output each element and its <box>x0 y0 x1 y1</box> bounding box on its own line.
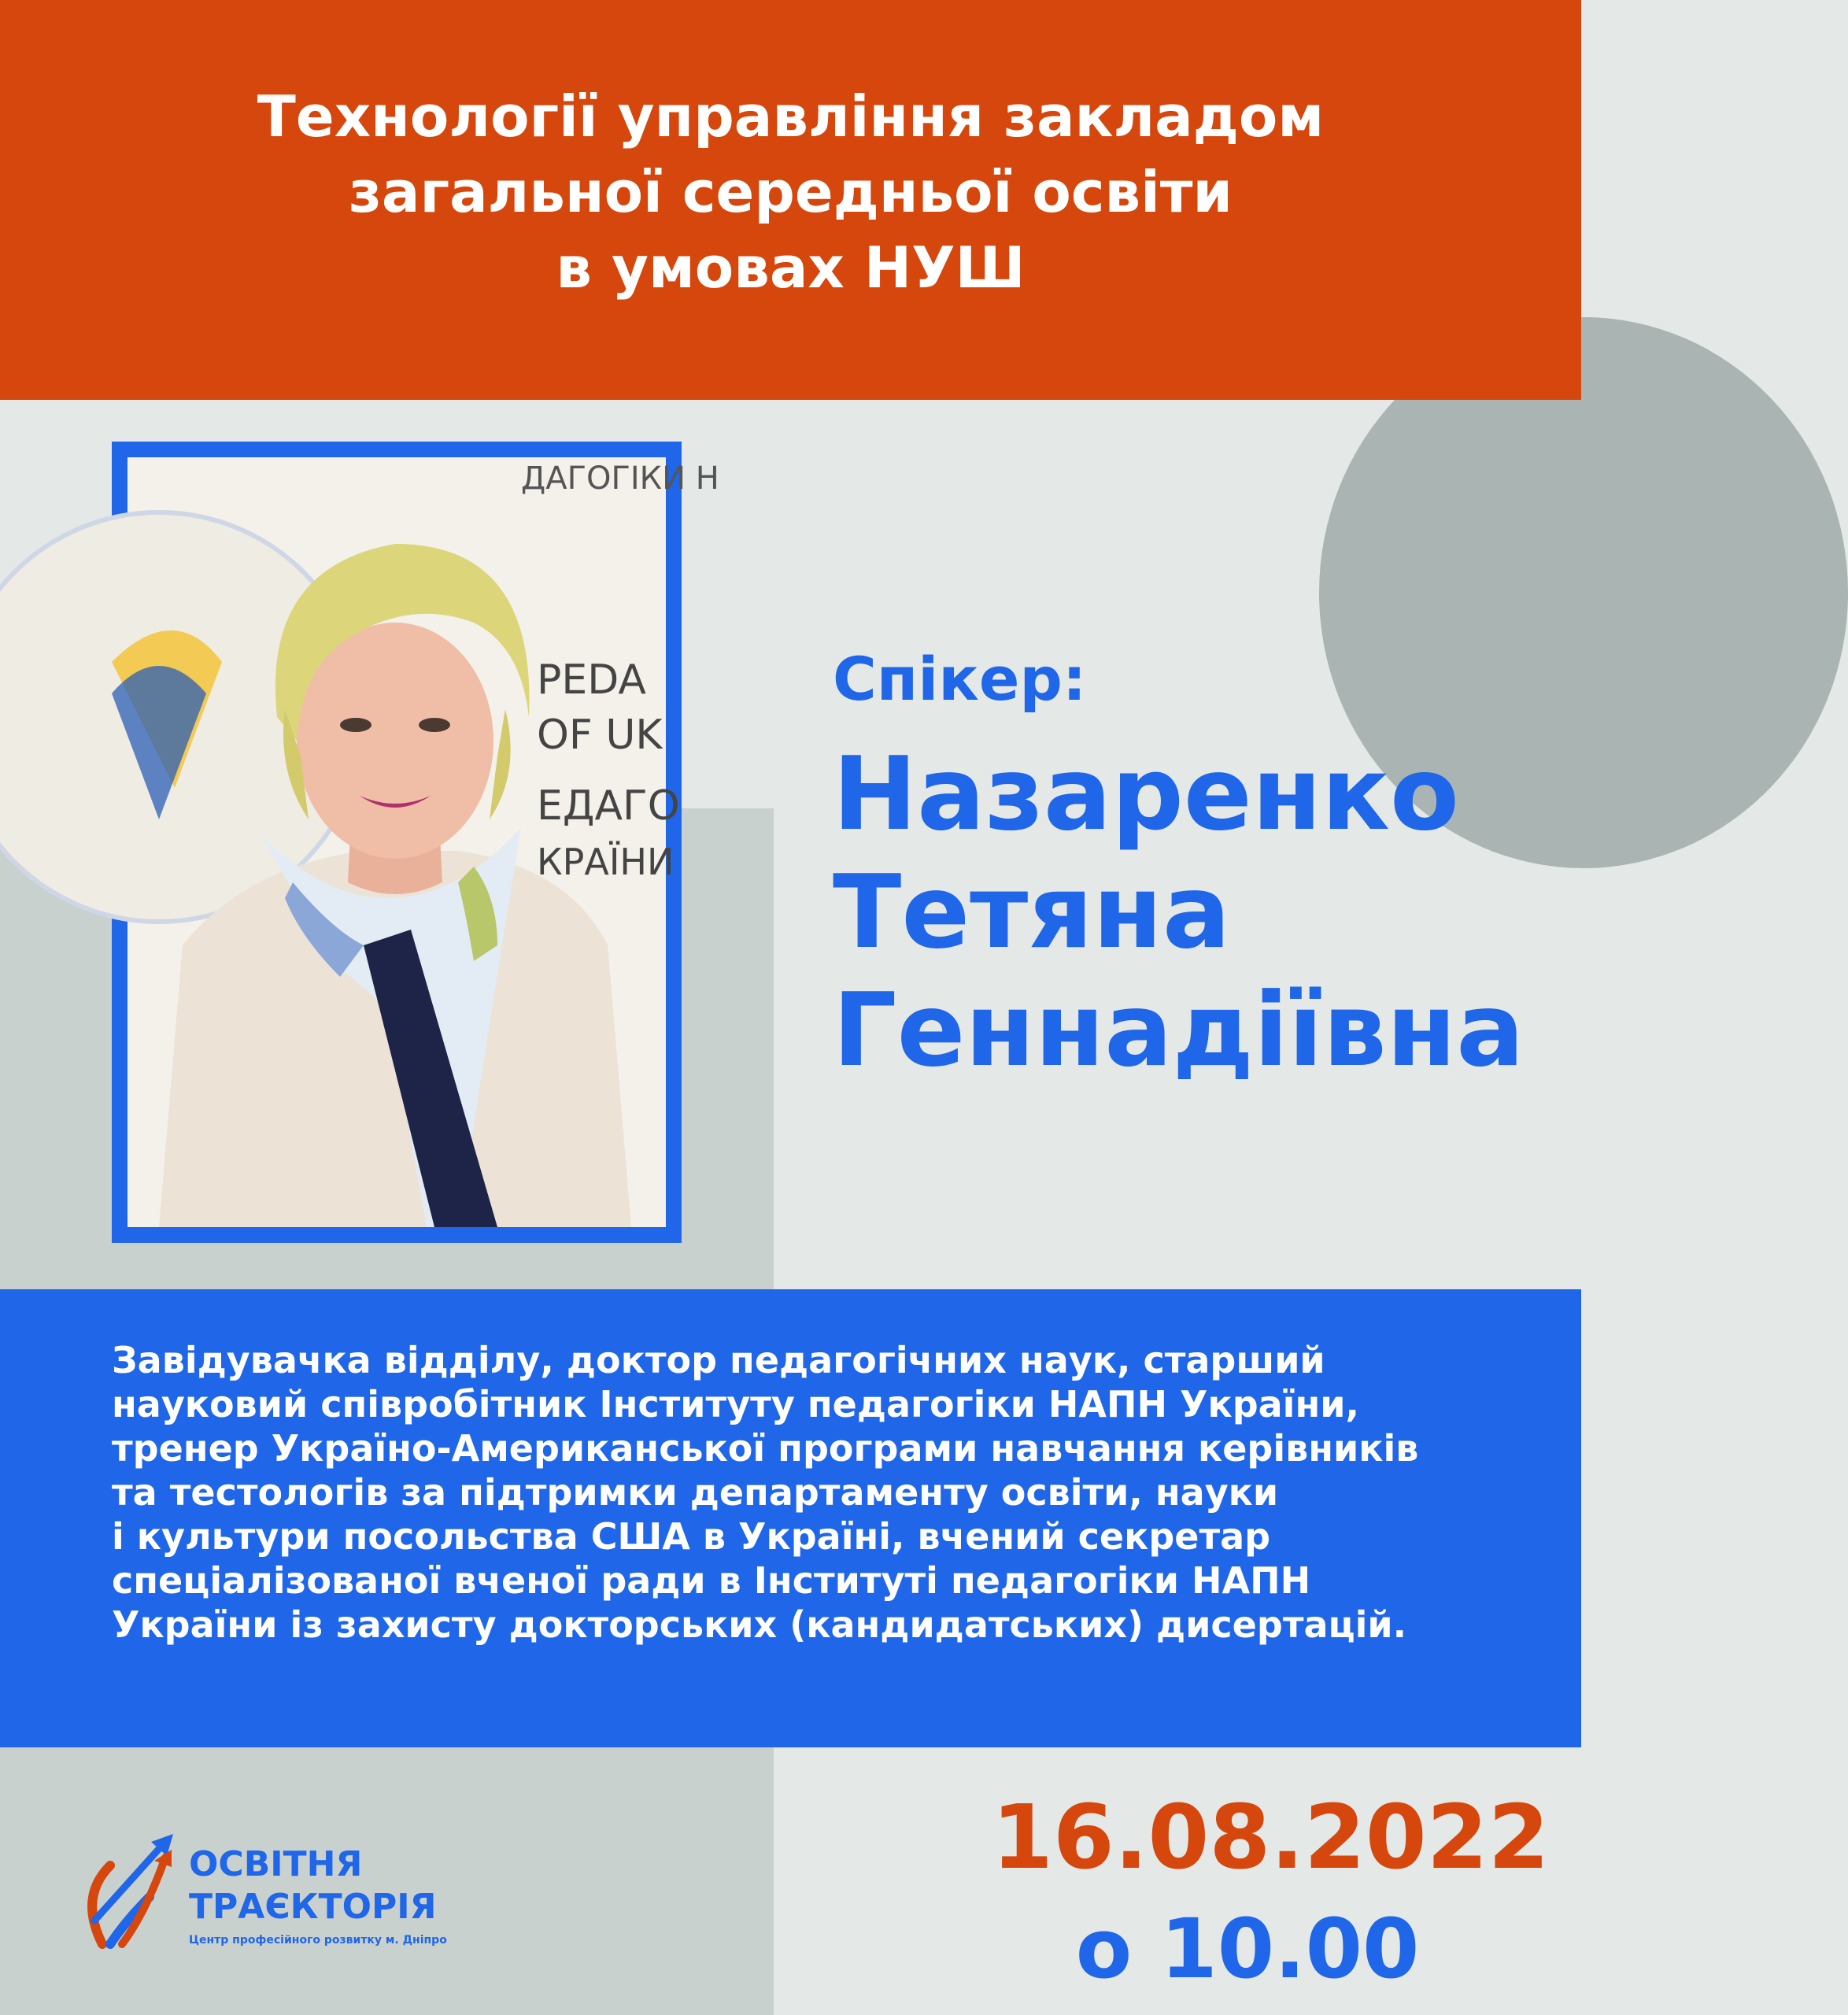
page-title <box>0 79 1581 305</box>
speaker-first-name: Тетяна <box>833 854 1231 971</box>
bio-line: Завідувачка відділу, доктор педагогічних наук, старший <box>112 1339 1325 1381</box>
logo-subtitle: Центр професійного розвитку м. Дніпро <box>189 1934 447 1947</box>
bio-line: та тестологів за підтримки департаменту освіти, науки <box>112 1471 1279 1514</box>
logo-line-2: ТРАЄКТОРІЯ <box>189 1887 437 1927</box>
backdrop-text-2: PEDA <box>537 656 646 704</box>
speaker-label: Спікер: <box>833 644 1087 714</box>
speaker-bio <box>112 1338 1481 1647</box>
speaker-portrait-illustration <box>128 457 719 1227</box>
trajectory-logo-icon <box>79 1826 189 1952</box>
event-date: 16.08.2022 <box>992 1787 1550 1889</box>
title-line-2: загальної середньої освіти <box>349 159 1233 225</box>
speaker-photo-frame <box>112 442 719 1243</box>
event-time: о 10.00 <box>1075 1901 1420 1997</box>
backdrop-text-1: ДАГОГІКИ Н <box>521 460 719 497</box>
speaker-photo <box>128 457 719 1227</box>
bio-line: тренер Україно-Американської програми навчання керівників <box>112 1427 1419 1470</box>
bio-line: України із захисту докторських (кандидатських) дисертацій. <box>112 1603 1407 1646</box>
bio-line: спеціалізованої вченої ради в Інституті педагогіки НАПН <box>112 1559 1311 1602</box>
title-line-3: в умовах НУШ <box>556 235 1026 301</box>
title-line-1: Технології управління закладом <box>257 83 1325 150</box>
speaker-surname: Назаренко <box>833 736 1459 853</box>
backdrop-text-5: КРАЇНИ <box>537 841 675 883</box>
bio-line: і культури посольства США в Україні, вчений секретар <box>112 1515 1271 1558</box>
bio-line: науковий співробітник Інституту педагогіки НАПН України, <box>112 1383 1359 1425</box>
speaker-name <box>833 736 1525 1090</box>
backdrop-text-4: ЕДАГО <box>537 782 680 830</box>
backdrop-text-3: OF UK <box>537 712 663 759</box>
logo-line-1: ОСВІТНЯ <box>189 1844 363 1884</box>
speaker-patronymic: Геннадіївна <box>833 972 1525 1089</box>
